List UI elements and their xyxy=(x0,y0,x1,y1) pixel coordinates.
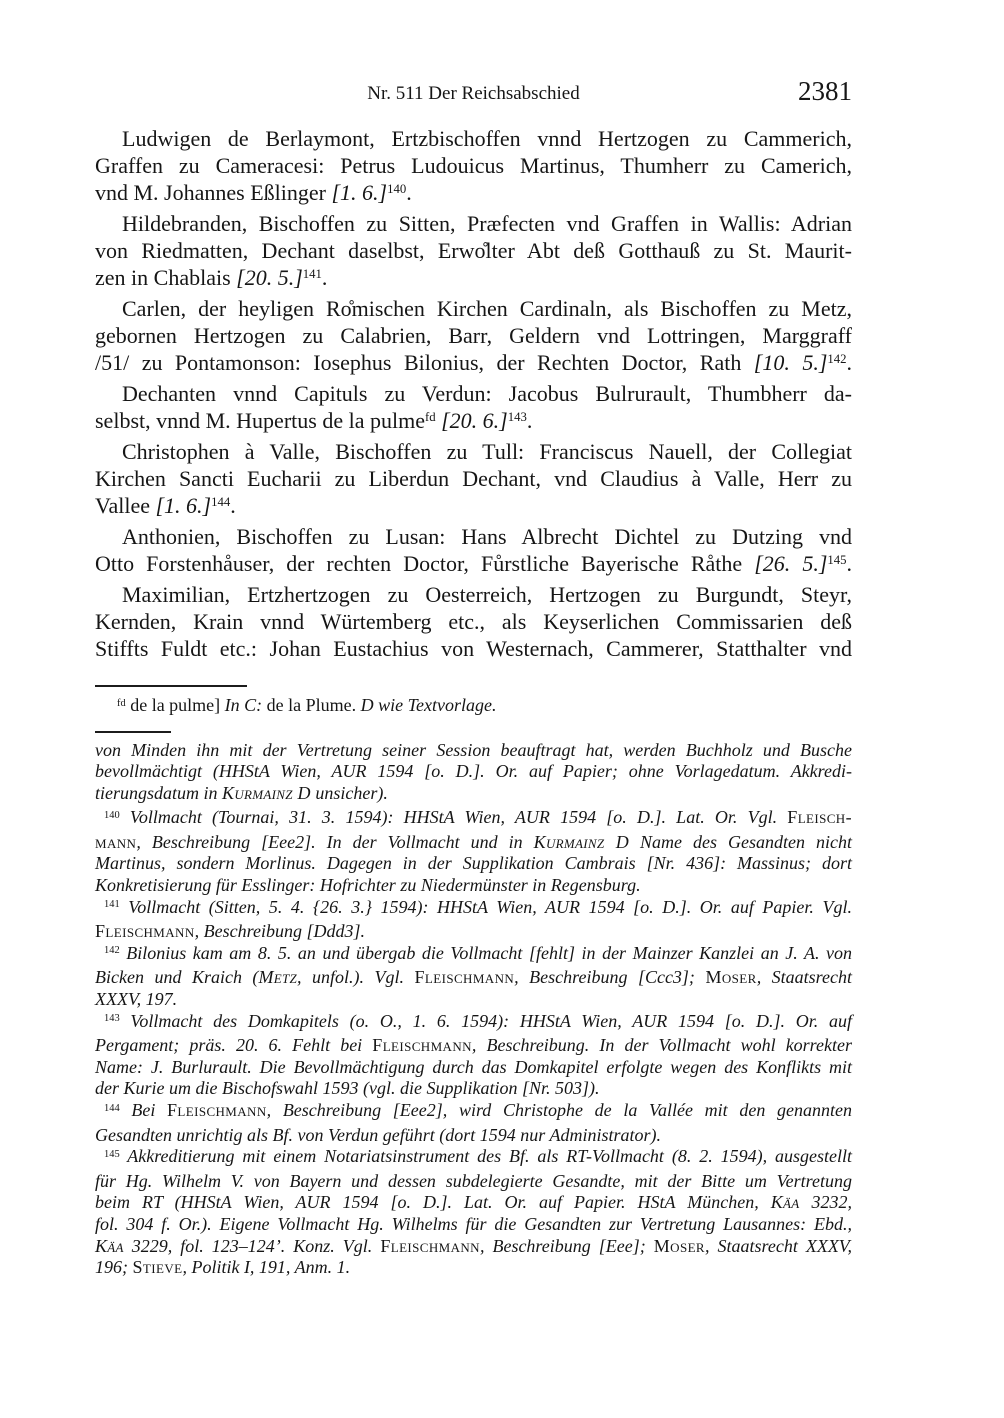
text-segment: Stiffts Fuldt etc.: Johan Eustachius von Westernach, Cammerer, Statthalter vnd xyxy=(95,636,852,661)
footnote-144 xyxy=(95,1100,852,1146)
text-segment: Käa xyxy=(95,1235,124,1256)
text-segment: Kernden, Krain vnnd Würtemberg etc., als Keyserlichen Commissarien deß xyxy=(95,609,852,634)
text-segment: 196; xyxy=(95,1257,133,1278)
body-line xyxy=(95,152,852,179)
footnote-line xyxy=(95,740,852,762)
footnote-line xyxy=(95,921,852,943)
paragraph xyxy=(95,295,852,380)
text-segment: , Beschreibung [Eee2], wird Christophe de la Vallée mit den genannten xyxy=(266,1100,852,1120)
text-segment: Graffen zu Cameracesi: Petrus Ludouicus Martinus, Thumherr zu Camerich, xyxy=(95,153,852,178)
text-segment: , Politik I, 191, Anm. 1. xyxy=(182,1257,351,1278)
body-line xyxy=(95,210,852,237)
text-segment: XXXV, 197. xyxy=(95,989,178,1010)
text-segment: 141 xyxy=(104,899,120,911)
text-segment: Bicken und Kraich ( xyxy=(95,967,259,988)
text-segment: Vallee xyxy=(95,493,156,518)
running-header xyxy=(95,76,852,108)
footnote-line xyxy=(95,1146,852,1171)
text-segment: selbst, vnnd M. Hupertus de la pulme xyxy=(95,408,425,433)
text-segment: . xyxy=(526,408,533,433)
paragraph xyxy=(95,380,852,438)
body-line xyxy=(95,438,852,465)
text-segment: fol. 304 f. Or.). Eigene Vollmacht Hg. Wilhelms für die Gesandten zur Vertretung Lausannes: Ebd., xyxy=(95,1213,852,1234)
text-segment: [20. 5.] xyxy=(236,265,303,290)
text-segment: . xyxy=(230,493,236,518)
text-segment: , Staatsrecht XXXV, xyxy=(705,1235,852,1256)
text-segment: 3229, fol. 123–124’. Konz. Vgl. xyxy=(123,1235,381,1256)
text-segment: Moser xyxy=(653,1235,705,1256)
text-segment: 143 xyxy=(104,1013,120,1025)
text-segment: Kirchen Sancti Eucharii zu Liberdun Dechant, vnd Claudius à Valle, Herr zu xyxy=(95,466,852,491)
text-segment: Metz xyxy=(258,967,298,988)
text-segment: von Riedmatten, Dechant daselbst, Erwo̊lter Abt deß Gotthauß zu St. Maurit- xyxy=(95,238,852,263)
text-segment: , Beschreibung [Eee]; xyxy=(479,1235,654,1256)
text-segment: Akkreditierung mit einem Notariatsinstrument des Bf. als RT-Vollmacht (8. 2. 1594), ausgestellt xyxy=(119,1146,852,1167)
text-segment: bevollmächtigt (HHStA Wien, AUR 1594 [o. D.]. Or. auf Papier; ohne Vorlagedatum. Akkredi- xyxy=(95,761,852,782)
footnote-line xyxy=(95,967,852,989)
footnote-line xyxy=(95,875,852,897)
text-segment: 145 xyxy=(104,1148,120,1160)
text-segment: , Beschreibung [Ccc3]; xyxy=(514,967,706,988)
footnote-line xyxy=(95,1125,852,1147)
text-segment: 145 xyxy=(827,553,847,568)
text-segment: fd xyxy=(117,697,126,709)
footnote-line xyxy=(95,1214,852,1236)
text-segment: gebornen Hertzogen zu Calabrien, Barr, Geldern vnd Lottringen, Marggraff xyxy=(95,323,852,348)
text-segment: Fleischmann xyxy=(95,921,195,942)
text-segment: Vollmacht des Domkapitels (o. O., 1. 6. 1594): HHStA Wien, AUR 1594 [o. D.]. Or. auf xyxy=(119,1010,852,1031)
body-line xyxy=(95,523,852,550)
footnote-continuation xyxy=(95,740,852,805)
footnote-line xyxy=(95,1171,852,1193)
footnote-141 xyxy=(95,897,852,943)
text-segment: , Staatsrecht xyxy=(756,967,853,988)
text-segment: , Beschreibung [Eee2]. In der Vollmacht und in xyxy=(136,831,534,852)
footnote-line xyxy=(95,1192,852,1214)
text-segment: Name des Gesandten nicht xyxy=(629,831,852,852)
text-segment: Bilonius kam am 8. 5. an und übergab die Vollmacht [fehlt] in der Mainzer Kanzlei an J. A. von xyxy=(119,942,852,963)
text-segment: Pergament; präs. 20. 6. Fehlt bei xyxy=(95,1035,373,1056)
body-line xyxy=(95,581,852,608)
text-segment: 144 xyxy=(211,495,231,510)
text-segment: 142 xyxy=(827,352,847,367)
text-segment: Kurmainz D xyxy=(533,831,629,852)
footnote-line xyxy=(95,1078,852,1100)
text-segment: tierungsdatum in xyxy=(95,782,223,803)
text-segment: Fleisch- xyxy=(787,807,852,828)
text-segment: Hildebranden, Bischoffen zu Sitten, Præfecten vnd Graffen in Wallis: Adrian xyxy=(122,211,852,236)
footnote-line xyxy=(95,989,852,1011)
text-segment: Martinus, sondern Morlinus. Dagegen in der Supplikation Cambrais [Nr. 436]: Massinus; dort xyxy=(95,853,852,874)
body-line xyxy=(95,322,852,349)
footnote-line xyxy=(95,1100,852,1125)
text-segment: von Minden ihn mit der Vertretung seiner Session beauftragt hat, werden Buchholz und Busche xyxy=(95,739,852,760)
footnote-line xyxy=(95,783,852,805)
text-segment: 141 xyxy=(302,267,322,282)
footnote-separator-rule xyxy=(95,731,171,733)
text-segment: für Hg. Wilhelm V. von Bayern und dessen subdelegierte Gesandte, mit der Bitte um Vertretung xyxy=(95,1170,852,1191)
text-segment: Name: J. Burlurault. Die Bevollmächtigung durch das Domkapitel erfolgte wegen des Konflikts mit xyxy=(95,1056,852,1077)
text-segment: [10. 5.] xyxy=(753,350,828,375)
text-segment: . xyxy=(846,551,853,576)
body-line xyxy=(95,264,852,295)
text-segment: vnd M. Johannes Eßlinger xyxy=(95,180,332,205)
footnote-140 xyxy=(95,807,852,896)
footnote-line xyxy=(95,832,852,854)
body-line xyxy=(95,349,852,380)
footnote-line xyxy=(95,897,852,922)
footnote-line xyxy=(95,943,852,968)
footnote-line xyxy=(95,1257,852,1279)
text-segment: , Beschreibung. In der Vollmacht wohl korrekter xyxy=(471,1035,852,1056)
text-segment: [26. 5.] xyxy=(754,551,828,576)
footnote-line xyxy=(95,1011,852,1036)
body-line xyxy=(95,179,852,210)
text-segment: D wie Textvorlage. xyxy=(360,695,497,715)
text-segment: mann xyxy=(95,831,137,852)
body-line xyxy=(95,295,852,322)
body-line xyxy=(95,550,852,581)
body-line xyxy=(95,380,852,407)
body-line xyxy=(95,492,852,523)
text-segment: Carlen, der heyligen Ro̊mischen Kirchen Cardinaln, als Bischoffen zu Metz, xyxy=(122,296,852,321)
text-segment: Gesandten unrichtig als Bf. von Verdun geführt (dort 1594 nur Administrator). xyxy=(95,1124,661,1145)
text-segment: Christophen à Valle, Bischoffen zu Tull: Franciscus Nauell, der Collegiat xyxy=(122,439,852,464)
paragraph xyxy=(95,581,852,662)
text-segment: 140 xyxy=(104,809,120,821)
body-line xyxy=(95,407,852,438)
footnote-line xyxy=(95,1035,852,1057)
footnote-line xyxy=(95,761,852,783)
text-segment: Maximilian, Ertzhertzogen zu Oesterreich, Hertzogen zu Burgundt, Steyr, xyxy=(122,582,852,607)
footnote-line xyxy=(95,1236,852,1258)
text-segment: . xyxy=(846,350,853,375)
text-segment: Anthonien, Bischoffen zu Lusan: Hans Albrecht Dichtel zu Dutzing vnd xyxy=(122,524,852,549)
text-segment: 3232, xyxy=(799,1192,853,1213)
paragraph xyxy=(95,125,852,210)
footnotes xyxy=(95,807,852,1278)
text-segment: , unfol.). Vgl. xyxy=(297,967,415,988)
text-segment: Kurmainz D xyxy=(222,782,311,803)
apparatus-note xyxy=(95,695,852,720)
footnote-142 xyxy=(95,943,852,1011)
text-segment: , Beschreibung [Ddd3]. xyxy=(194,921,365,942)
text-segment: de la pulme] xyxy=(125,695,225,715)
footnote-line xyxy=(95,1057,852,1079)
body-line xyxy=(95,125,852,152)
text-segment: Fleischmann xyxy=(167,1100,267,1120)
text-segment: Ludwigen de Berlaymont, Ertzbischoffen vnnd Hertzogen zu Cammerich, xyxy=(122,126,852,151)
text-segment: [1. 6.] xyxy=(331,180,388,205)
text-segment: 144 xyxy=(104,1102,120,1114)
text-segment: der Kurie um die Bischofswahl 1593 (vgl. die Supplikation [Nr. 503]). xyxy=(95,1078,600,1099)
paragraph xyxy=(95,438,852,523)
text-segment: Konkretisierung für Esslinger: Hofrichter zu Niedermünster in Regensburg. xyxy=(95,875,641,896)
text-segment: Moser xyxy=(705,967,757,988)
text-segment: Fleischmann xyxy=(372,1035,472,1056)
text-segment: Käa xyxy=(770,1192,800,1213)
text-segment: unsicher). xyxy=(310,782,388,803)
text-segment: Bei xyxy=(119,1100,167,1120)
footnote-line xyxy=(95,853,852,875)
footnote-145 xyxy=(95,1146,852,1279)
text-segment: 143 xyxy=(507,410,527,425)
apparatus-separator-rule xyxy=(95,685,247,687)
body-line xyxy=(95,635,852,662)
text-segment: . xyxy=(321,265,328,290)
page-number: 2381 xyxy=(798,76,852,106)
footnote-line xyxy=(95,807,852,832)
text-segment: fd xyxy=(424,410,436,425)
running-header-title: Nr. 511 Der Reichsabschied xyxy=(367,83,580,104)
text-segment: Fleischmann xyxy=(414,967,515,988)
text-segment: [1. 6.] xyxy=(155,493,212,518)
text-segment: /51/ zu Pontamonson: Iosephus Bilonius, der Rechten Doctor, Rath xyxy=(95,350,754,375)
text-segment: 140 xyxy=(387,182,407,197)
text-segment: Dechanten vnnd Capituls zu Verdun: Jacobus Bulrurault, Thumbherr da- xyxy=(122,381,852,406)
text-segment: Stieve xyxy=(132,1257,183,1278)
text-segment: In C: xyxy=(224,695,263,715)
body-line xyxy=(95,608,852,635)
text-segment: Vollmacht (Tournai, 31. 3. 1594): HHStA Wien, AUR 1594 [o. D.]. Lat. Or. Vgl. xyxy=(119,807,788,828)
body-line xyxy=(95,237,852,264)
paragraph xyxy=(95,523,852,581)
paragraph xyxy=(95,210,852,295)
text-segment: zen in Chablais xyxy=(95,265,237,290)
text-segment: beim RT (HHStA Wien, AUR 1594 [o. D.]. Lat. Or. auf Papier. HStA München, xyxy=(95,1192,771,1213)
text-segment: de la Plume. xyxy=(262,695,361,715)
text-segment: . xyxy=(406,180,412,205)
main-text xyxy=(95,125,852,662)
footnote-143 xyxy=(95,1011,852,1100)
body-line xyxy=(95,465,852,492)
text-segment: Vollmacht (Sitten, 5. 4. {26. 3.} 1594): HHStA Wien, AUR 1594 [o. D.]. Or. auf Papier. Vgl. xyxy=(119,896,852,917)
text-segment: Otto Forstenhåuser, der rechten Doctor, Fůrstliche Bayerische Råthe xyxy=(95,551,755,576)
apparatus-line xyxy=(95,695,852,720)
text-segment: [20. 6.] xyxy=(441,408,508,433)
text-segment: Fleischmann xyxy=(380,1235,480,1256)
text-segment: 142 xyxy=(104,945,120,957)
